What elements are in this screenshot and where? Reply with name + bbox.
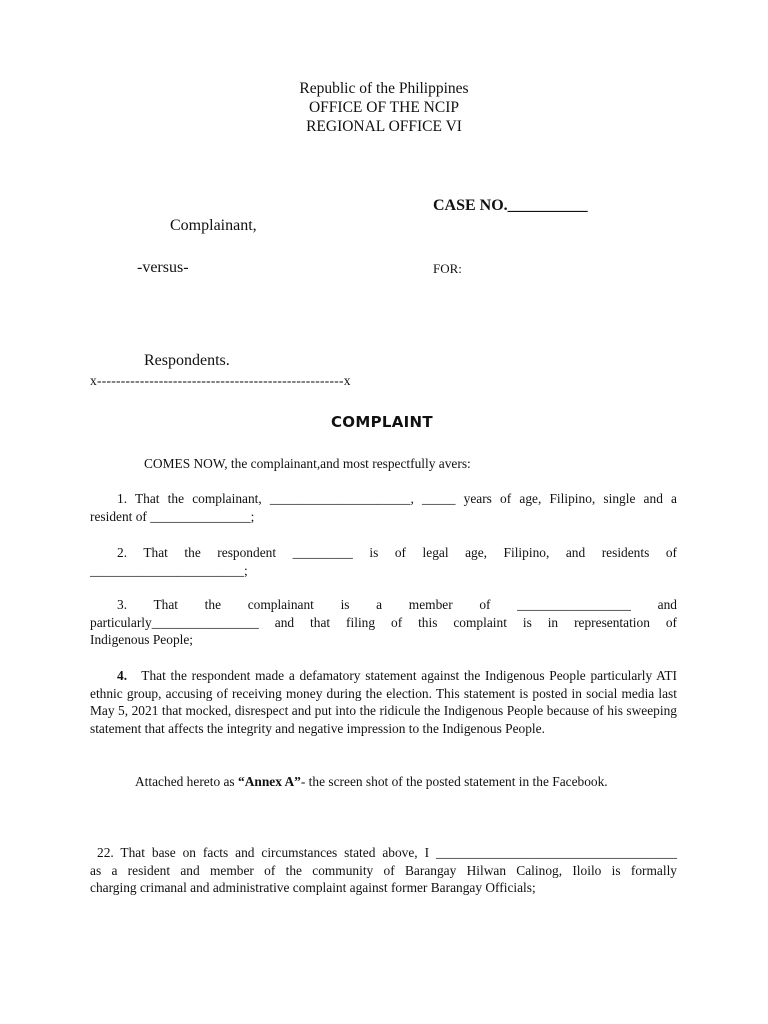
for-label: FOR:: [433, 261, 462, 276]
header-office: OFFICE OF THE NCIP: [308, 99, 459, 116]
paragraph-4: [90, 667, 677, 737]
caption-separator: x----------------------------------------------------x: [90, 373, 351, 388]
paragraph-3: [90, 596, 677, 649]
paragraph-4-text: That the respondent made a defamatory statement against the Indigenous People particularly ATI ethnic group, accusing of receiving money during the election. This statement is posted in social media last May 5, 2021 that mocked, disrespect and put into the ridicule the Indigenous People because of his sweeping statement that affects the integrity and negative impression to the Indigenous People.: [90, 668, 678, 736]
paragraph-22-line-3: charging crimanal and administrative complaint against former Barangay Officials;: [90, 880, 536, 896]
paragraph-22-line-1: 22. That base on facts and circumstances stated above, I ____________________________________: [97, 845, 677, 860]
header-republic: Republic of the Philippines: [299, 80, 469, 97]
paragraph-3-line-1: 3. That the complainant is a member of _________________ and: [117, 597, 677, 612]
paragraph-22: [90, 844, 677, 897]
paragraph-2: [90, 544, 677, 579]
document-title: COMPLAINT: [331, 413, 433, 431]
paragraph-3-line-3: Indigenous People;: [90, 632, 194, 648]
annex-label: “Annex A”: [238, 774, 301, 789]
paragraph-1-line-2: resident of _______________;: [90, 508, 255, 524]
paragraph-2-line-2: _______________________;: [90, 562, 248, 578]
respondents-label: Respondents.: [144, 352, 230, 369]
annex-pre-text: Attached hereto as: [135, 774, 238, 789]
paragraph-1: [90, 490, 677, 525]
paragraph-4-number: 4.: [117, 668, 128, 683]
paragraph-2-line-1: 2. That the respondent _________ is of legal age, Filipino, and residents of: [117, 545, 677, 560]
versus-label: -versus-: [137, 259, 189, 276]
paragraph-22-line-2: as a resident and member of the community of Barangay Hilwan Calinog, Iloilo is formally: [90, 862, 677, 878]
intro-statement: COMES NOW, the complainant,and most respectfully avers:: [144, 456, 471, 471]
header-regional-office: REGIONAL OFFICE VI: [306, 118, 462, 135]
case-number: CASE NO.__________: [433, 197, 588, 214]
annex-paragraph: [90, 773, 677, 791]
annex-post-text: - the screen shot of the posted statement in the Facebook.: [300, 774, 608, 789]
paragraph-3-line-2: particularly________________ and that filing of this complaint is in representation of: [90, 614, 677, 630]
paragraph-1-line-1: 1. That the complainant, _____________________, _____ years of age, Filipino, single and a: [117, 491, 677, 506]
complainant-label: Complainant,: [170, 217, 257, 234]
